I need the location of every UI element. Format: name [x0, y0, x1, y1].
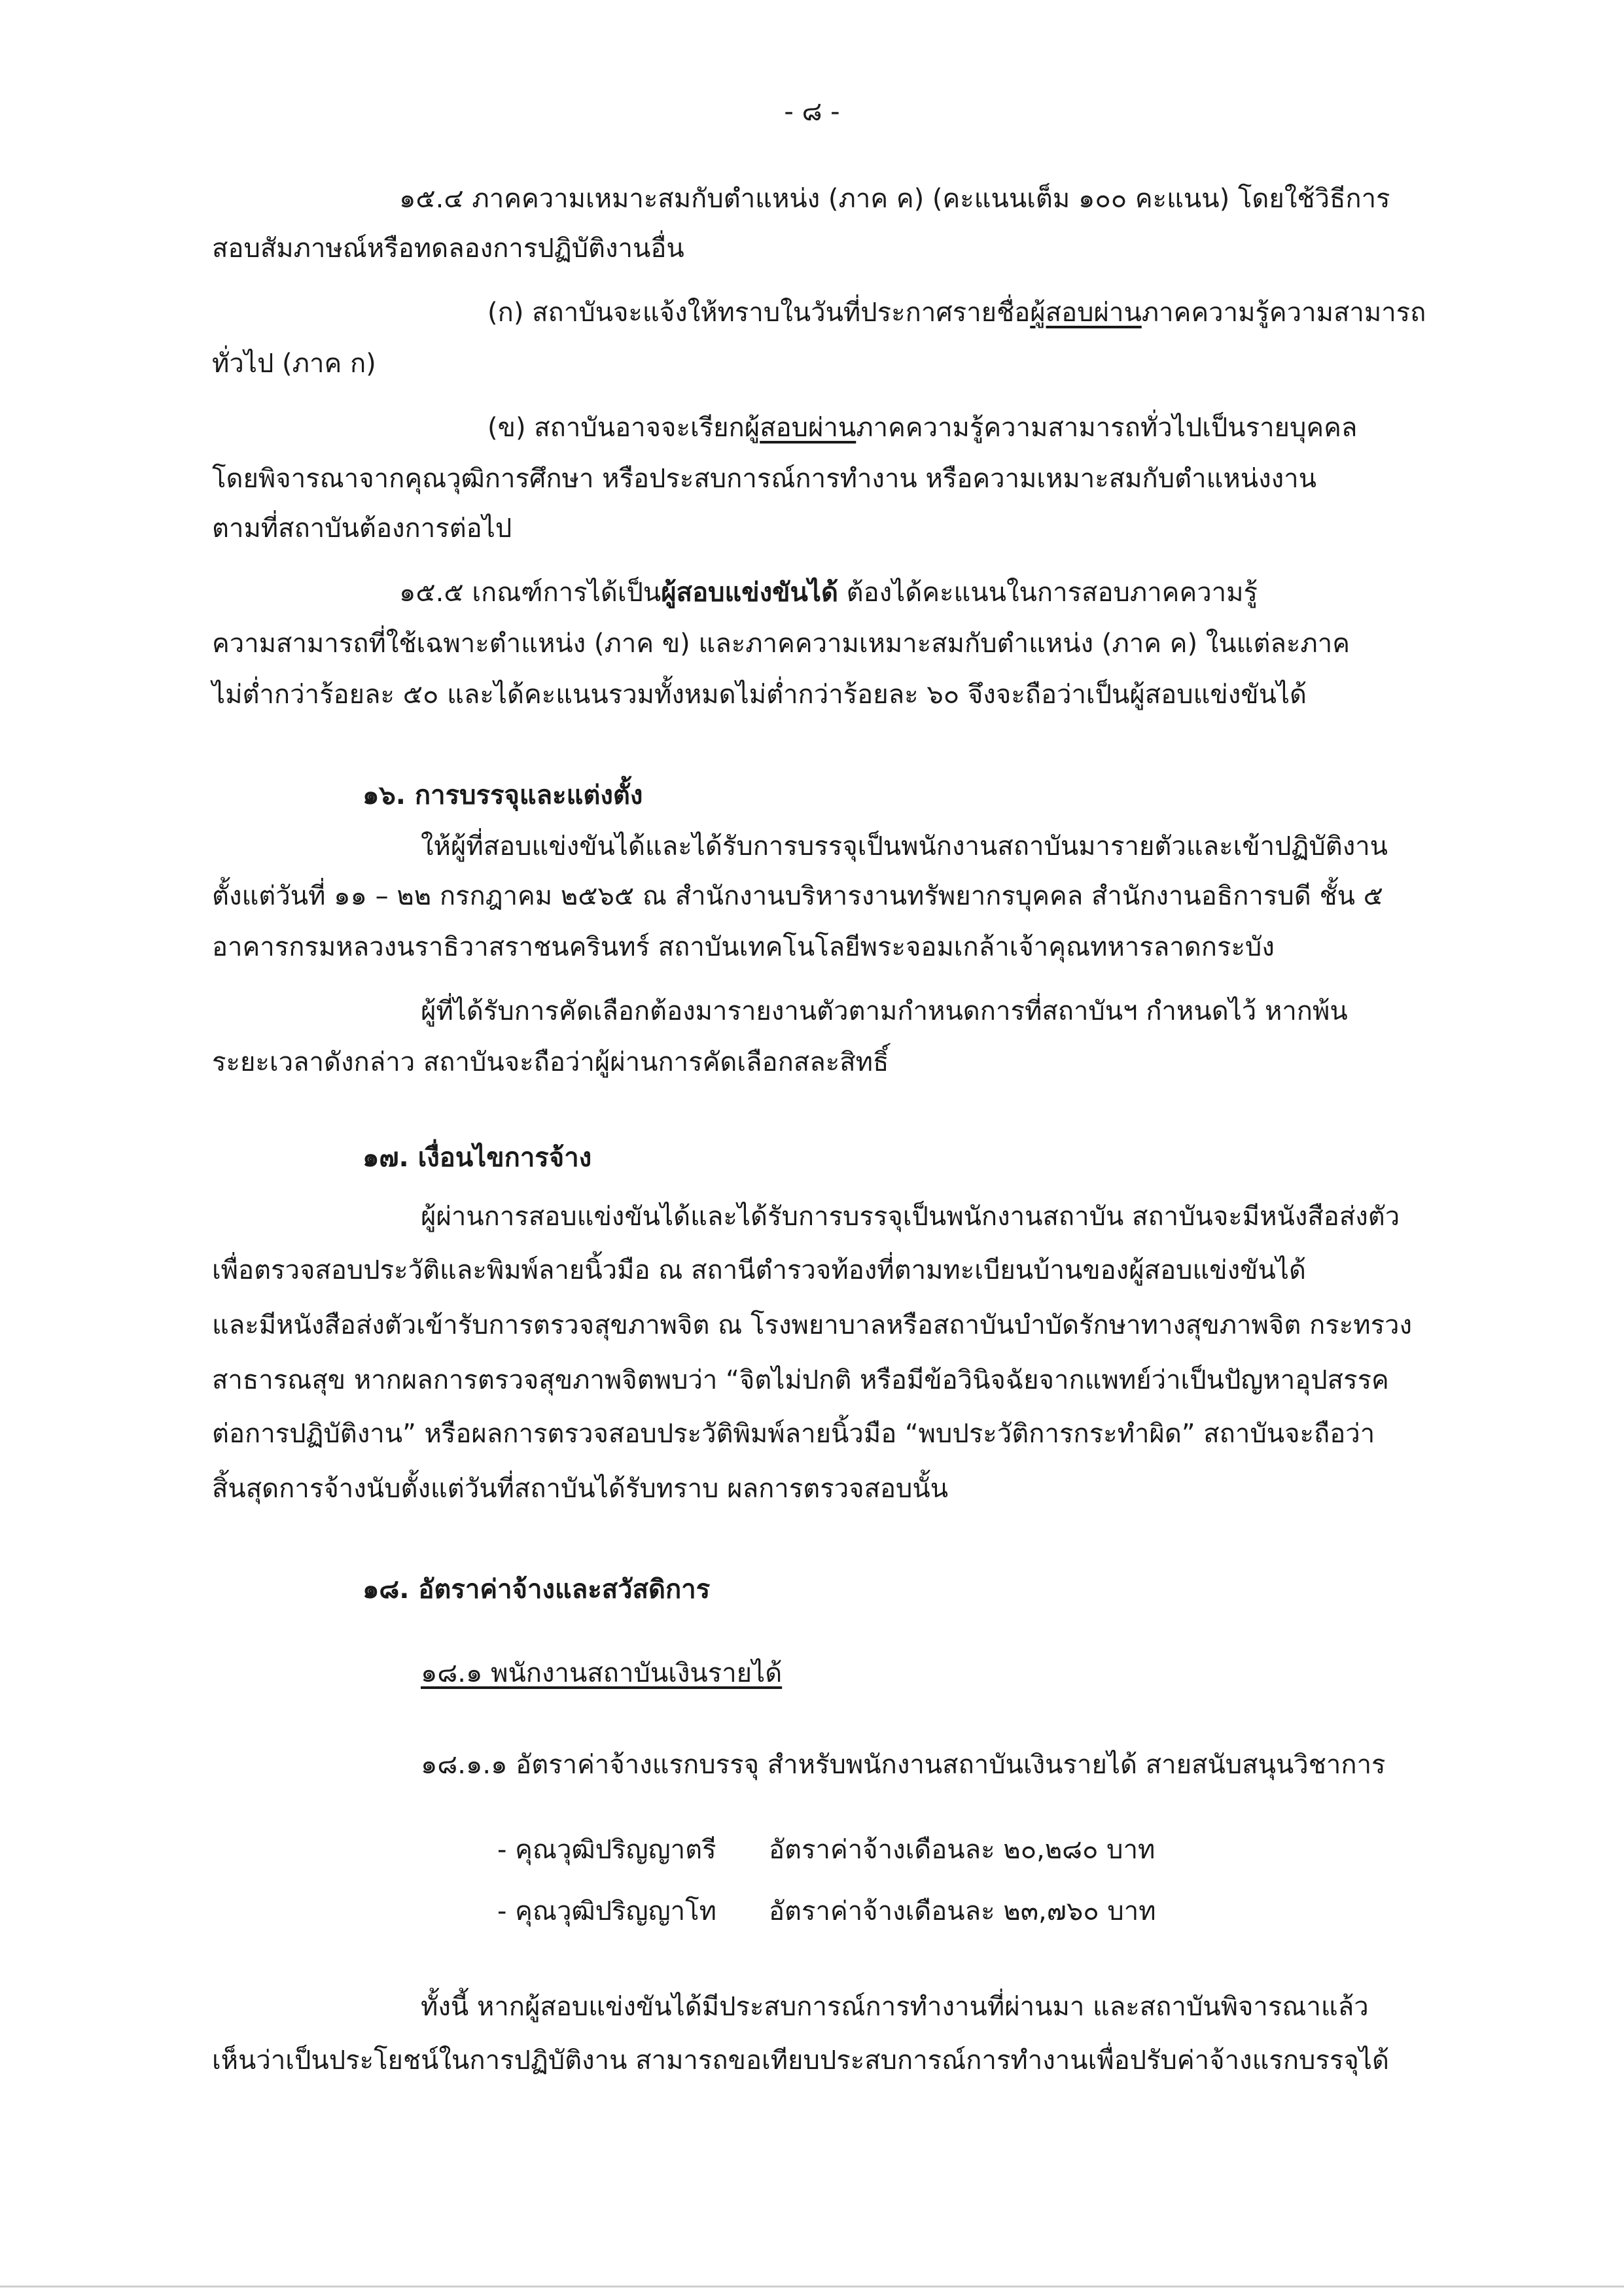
clause-15-4-ka-line-1	[487, 294, 1426, 331]
section-16-line-2: ตั้งแต่วันที่ ๑๑ – ๒๒ กรกฎาคม ๒๕๖๕ ณ สำนักงานบริหารงานทรัพยากรบุคคล สำนักงานอธิการบดี ชั้น ๕	[212, 881, 1383, 911]
rate-row-bachelor-label: - คุณวุฒิปริญญาตรี	[497, 1835, 716, 1865]
section-18-1-1-line: ๑๘.๑.๑ อัตราค่าจ้างแรกบรรจุ สำหรับพนักงานสถาบันเงินรายได้ สายสนับสนุนวิชาการ	[421, 1750, 1386, 1780]
section-17-line-2: เพื่อตรวจสอบประวัติและพิมพ์ลายนิ้วมือ ณ สถานีตำรวจท้องที่ตามทะเบียนบ้านของผู้สอบแข่งขันได้	[212, 1255, 1306, 1285]
page-number: - ๘ -	[784, 97, 840, 127]
section-16-heading: ๑๖. การบรรจุและแต่งตั้ง	[362, 780, 643, 810]
section-18-closing-line-1: ทั้งนี้ หากผู้สอบแข่งขันได้มีประสบการณ์การทำงานที่ผ่านมา และสถาบันพิจารณาแล้ว	[421, 1992, 1369, 2022]
section-17-line-6: สิ้นสุดการจ้างนับตั้งแต่วันที่สถาบันได้รับทราบ ผลการตรวจสอบนั้น	[212, 1474, 949, 1504]
underlined-term: ผู้สอบผ่าน	[1030, 298, 1142, 328]
clause-15-4-ka-line-2: ทั่วไป (ภาค ก)	[212, 349, 376, 379]
section-17-line-5: ต่อการปฏิบัติงาน” หรือผลการตรวจสอบประวัติพิมพ์ลายนิ้วมือ “พบประวัติการกระทำผิด” สถาบันจะถือว่า	[212, 1419, 1375, 1449]
clause-15-5-line-3: ไม่ต่ำกว่าร้อยละ ๕๐ และได้คะแนนรวมทั้งหมดไม่ต่ำกว่าร้อยละ ๖๐ จึงจะถือว่าเป็นผู้สอบแข่งขันได้	[212, 680, 1307, 710]
rate-row-master-value: อัตราค่าจ้างเดือนละ ๒๓,๗๖๐ บาท	[769, 1896, 1156, 1926]
text-run: (ก) สถาบันจะแจ้งให้ทราบในวันที่ประกาศรายชื่อ	[487, 298, 1031, 328]
clause-15-5-line-1	[399, 574, 1258, 611]
clause-15-4-line-1: ๑๕.๔ ภาคความเหมาะสมกับตำแหน่ง (ภาค ค) (คะแนนเต็ม ๑๐๐ คะแนน) โดยใช้วิธีการ	[399, 184, 1390, 214]
clause-15-4-kho-line-2: โดยพิจารณาจากคุณวุฒิการศึกษา หรือประสบการณ์การทำงาน หรือความเหมาะสมกับตำแหน่งงาน	[212, 464, 1316, 494]
bold-term: ผู้สอบแข่งขันได้	[661, 578, 838, 608]
rate-row-master-label: - คุณวุฒิปริญญาโท	[497, 1896, 716, 1926]
rate-row-bachelor-value: อัตราค่าจ้างเดือนละ ๒๐,๒๘๐ บาท	[769, 1835, 1156, 1865]
scan-bottom-edge	[0, 2286, 1624, 2287]
clause-15-4-kho-line-3: ตามที่สถาบันต้องการต่อไป	[212, 513, 512, 544]
section-17-line-1: ผู้ผ่านการสอบแข่งขันได้และได้รับการบรรจุเป็นพนักงานสถาบัน สถาบันจะมีหนังสือส่งตัว	[421, 1202, 1400, 1232]
section-17-line-3: และมีหนังสือส่งตัวเข้ารับการตรวจสุขภาพจิต ณ โรงพยาบาลหรือสถาบันบำบัดรักษาทางสุขภาพจิต กระทรวง	[212, 1310, 1413, 1340]
text-run: ภาคความรู้ความสามารถ	[1141, 298, 1426, 328]
clause-15-4-kho-line-1	[487, 409, 1357, 446]
section-16-line-1: ให้ผู้ที่สอบแข่งขันได้และได้รับการบรรจุเป็นพนักงานสถาบันมารายตัวและเข้าปฏิบัติงาน	[421, 831, 1388, 861]
text-run: ภาคความรู้ความสามารถทั่วไปเป็นรายบุคคล	[856, 413, 1358, 443]
text-run: (ข) สถาบันอาจจะเรียกผู้	[487, 413, 760, 443]
underlined-term: สอบผ่าน	[760, 413, 856, 443]
text-run: ๑๕.๕ เกณฑ์การได้เป็น	[399, 578, 662, 608]
text-run: ต้องได้คะแนนในการสอบภาคความรู้	[838, 578, 1258, 608]
section-16-line-5: ระยะเวลาดังกล่าว สถาบันจะถือว่าผู้ผ่านการคัดเลือกสละสิทธิ์	[212, 1047, 889, 1077]
section-17-heading: ๑๗. เงื่อนไขการจ้าง	[362, 1143, 592, 1173]
section-18-heading: ๑๘. อัตราค่าจ้างและสวัสดิการ	[362, 1574, 711, 1605]
section-17-line-4: สาธารณสุข หากผลการตรวจสุขภาพจิตพบว่า “จิตไม่ปกติ หรือมีข้อวินิจฉัยจากแพทย์ว่าเป็นปัญหาอุปสรรค	[212, 1365, 1389, 1395]
section-16-line-4: ผู้ที่ได้รับการคัดเลือกต้องมารายงานตัวตามกำหนดการที่สถาบันฯ กำหนดไว้ หากพ้น	[421, 996, 1348, 1026]
section-18-closing-line-2: เห็นว่าเป็นประโยชน์ในการปฏิบัติงาน สามารถขอเทียบประสบการณ์การทำงานเพื่อปรับค่าจ้างแรกบรรจุได้	[212, 2045, 1389, 2076]
section-16-line-3: อาคารกรมหลวงนราธิวาสราชนครินทร์ สถาบันเทคโนโลยีพระจอมเกล้าเจ้าคุณทหารลาดกระบัง	[212, 932, 1275, 962]
clause-15-4-line-2: สอบสัมภาษณ์หรือทดลองการปฏิบัติงานอื่น	[212, 234, 684, 264]
clause-15-5-line-2: ความสามารถที่ใช้เฉพาะตำแหน่ง (ภาค ข) และภาคความเหมาะสมกับตำแหน่ง (ภาค ค) ในแต่ละภาค	[212, 629, 1350, 659]
section-18-1-subheading: ๑๘.๑ พนักงานสถาบันเงินรายได้	[421, 1658, 783, 1688]
